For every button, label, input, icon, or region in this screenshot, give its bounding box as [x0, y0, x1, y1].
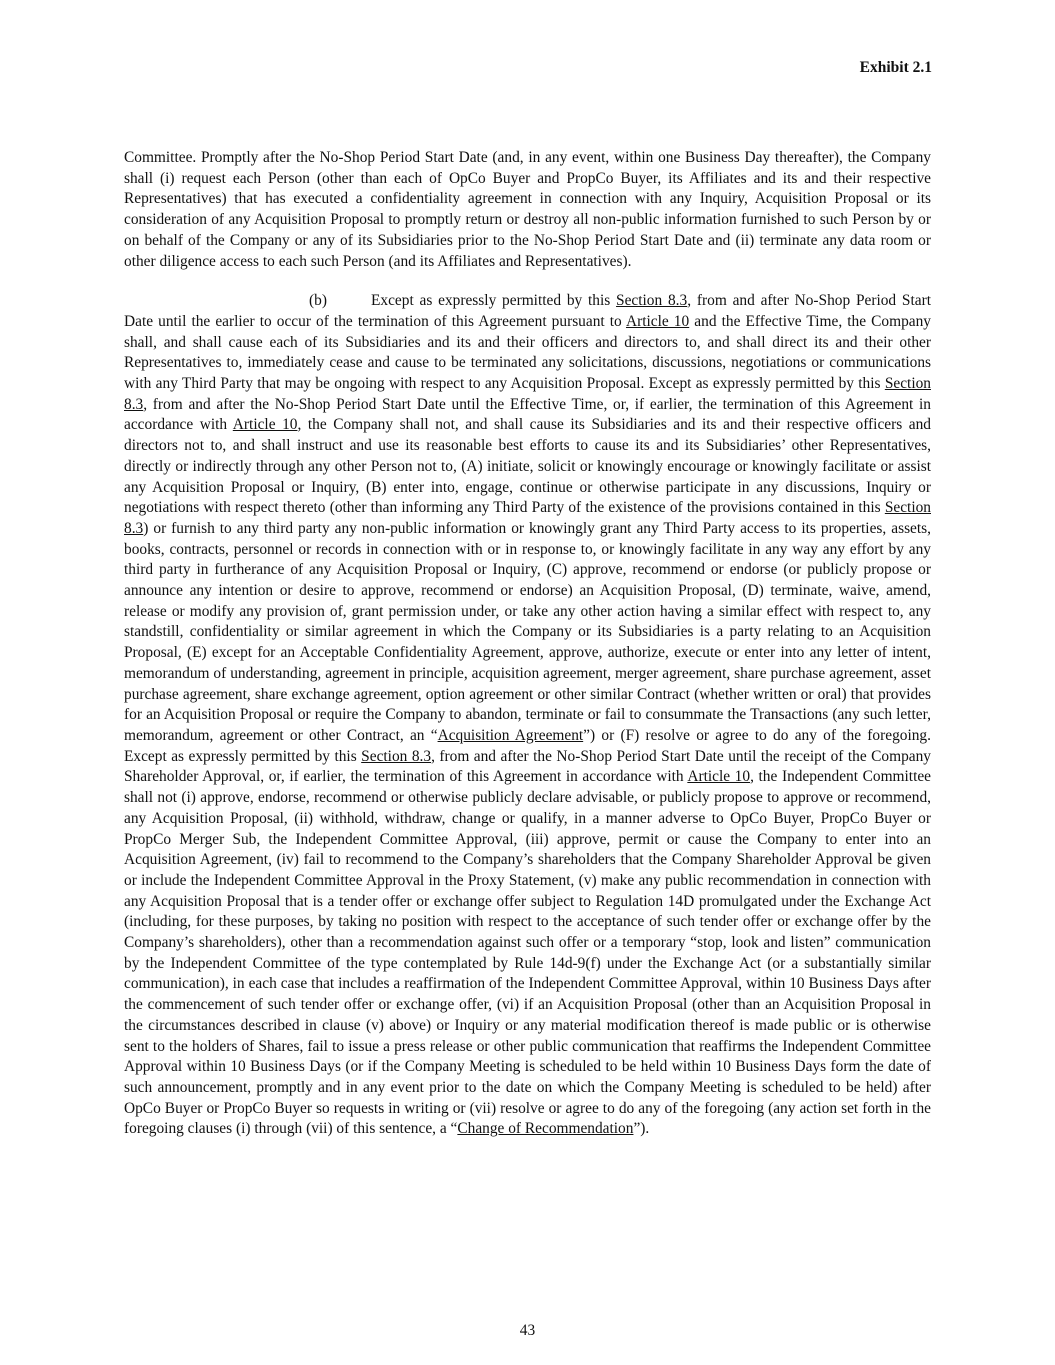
exhibit-label: Exhibit 2.1 [859, 59, 932, 76]
page-number: 43 [519, 1322, 536, 1339]
paragraph-continued: Committee. Promptly after the No-Shop Period Start Date (and, in any event, within one Business Day thereafter), the Company shall (i) request each Person (other than each of OpCo Buyer and PropCo Buyer, its Affiliates and its and their respective Representatives) that has executed a confidentiality agreement in connection with any Inquiry, Acquisition Proposal or its consideration of any Acquisition Proposal to promptly return or destroy all non-public information furnished to such Person by or on behalf of the Company or any of its Subsidiaries prior to the No-Shop Period Start Date and (ii) terminate any data room or other diligence access to each such Person (and its Affiliates and Representatives). [124, 149, 931, 270]
text-segment: ) or furnish to any third party any non-public information or knowingly grant any Third Party access to its properties, assets, books, contracts, personnel or records in connection with or in response to, or knowingly facilitate in any way any effort by any third party in furtherance of any Acquisition Proposal or Inquiry, (C) approve, recommend or endorse (or publicly propose or announce any intention or desire to approve, recommend or endorse) an Acquisition Proposal, (D) terminate, waive, amend, release or modify any provision of, grant permission under, or take any other action having a similar effect with respect to, any standstill, confidentiality or similar agreement in which the Company or its Subsidiaries is a party relating to an Acquisition Proposal, (E) except for an Acceptable Confidentiality Agreement, approve, authorize, execute or enter into any letter of intent, memorandum of understanding, agreement in principle, acquisition agreement, merger agreement, share purchase agreement, asset purchase agreement, share exchange agreement, option agreement or other similar Contract (whether written or oral) that provides for an Acquisition Proposal or require the Company to abandon, terminate or fail to consummate the Transactions (any such letter, memorandum, agreement or other Contract, an “ [124, 519, 931, 744]
text-segment: , the Independent Committee shall not (i) approve, endorse, recommend or otherwise publicly declare advisable, or publicly propose to approve or recommend, any Acquisition Proposal, (ii) withhold, withdraw, change or qualify, in a manner adverse to OpCo Buyer, PropCo Buyer or PropCo Merger Sub, the Independent Committee Approval, (iii) approve, permit or cause the Company to enter into an Acquisition Agreement, (iv) fail to recommend to the Company’s shareholders that the Company Shareholder Approval be given or include the Independent Committee Approval in the Proxy Statement, (v) make any public recommendation in connection with any Acquisition Proposal that is a tender offer or exchange offer subject to Regulation 14D promulgated under the Exchange Act (including, for these purposes, by taking no position with respect to the acceptance of such tender offer or exchange offer by the Company’s shareholders), other than a recommendation against such offer or a temporary “stop, look and listen” communication by the Independent Committee of the type contemplated by Rule 14d-9(f) under the Exchange Act (or a substantially similar communication), in each case that includes a reaffirmation of the Independent Committee Approval, within 10 Business Days after the commencement of such tender offer or exchange offer, (vi) if an Acquisition Proposal (other than an Acquisition Proposal in the circumstances described in clause (v) above) or Inquiry or any material modification thereof is made public or is otherwise sent to the holders of Shares, fail to issue a press release or other public communication that reaffirms the Independent Committee Approval within 10 Business Days (or if the Company Meeting is scheduled to be held within 10 Business Days form the date of such announcement, promptly and in any event prior to the date on which the Company Meeting is scheduled to be held) after OpCo Buyer or PropCo Buyer so requests in writing or (vii) resolve or agree to do any of the foregoing (any action set forth in the foregoing clauses (i) through (vii) of this sentence, a “ [124, 768, 932, 1138]
text-segment: , from and after the No-Shop Period Start Date until the Effective Time, or, if earlier, the termination of this Agreement in accordance with [124, 395, 931, 434]
section-reference: Section 8.3 [124, 499, 931, 537]
section-reference: Section 8.3 [361, 747, 432, 765]
article-reference: Article 10 [232, 416, 298, 434]
defined-term: Change of Recommendation [457, 1120, 634, 1138]
text-segment: , from and after the No-Shop Period Start Date until the receipt of the Company Shareholder Approval, or, if earlier, the termination of this Agreement in accordance with [124, 747, 931, 786]
clause-label: (b) [309, 292, 327, 310]
text-segment: ”) or (F) resolve or agree to do any of the foregoing. Except as expressly permitted by this [124, 726, 931, 765]
article-reference: Article 10 [687, 768, 751, 786]
text-segment: , from and after No-Shop Period Start Date until the earlier to occur of the termination of this Agreement pursuant to [124, 292, 931, 330]
section-reference: Section 8.3 [616, 292, 688, 310]
text-segment: ”). [633, 1120, 650, 1138]
paragraph-b [124, 291, 931, 1140]
text-segment: , the Company shall not, and shall cause its Subsidiaries and its and their respective officers and directors not to, and shall instruct and use its reasonable best efforts to cause its and its Subsidiaries’ other Representatives, directly or indirectly through any other Person not to, (A) initiate, solicit or knowingly encourage or knowingly facilitate or assist any Acquisition Proposal or Inquiry, (B) enter into, engage, continue or otherwise participate in any discussions, Inquiry or negotiations with respect thereto (other than informing any Third Party of the existence of the provisions contained in this [124, 416, 932, 517]
article-reference: Article 10 [625, 312, 690, 330]
text-segment: and the Effective Time, the Company shall, and shall cause each of its Subsidiaries and its and their officers and directors to, and shall direct its and their other Representatives to, immediately cease and cause to be terminated any solicitations, discussions, negotiations or communications with any Third Party that may be ongoing with respect to any Acquisition Proposal. Except as expressly permitted by this [124, 312, 932, 393]
text-segment: Except as expressly permitted by this [371, 292, 617, 310]
section-reference: Section 8.3 [124, 375, 931, 413]
defined-term: Acquisition Agreement [437, 726, 584, 744]
document-body [124, 148, 931, 1140]
